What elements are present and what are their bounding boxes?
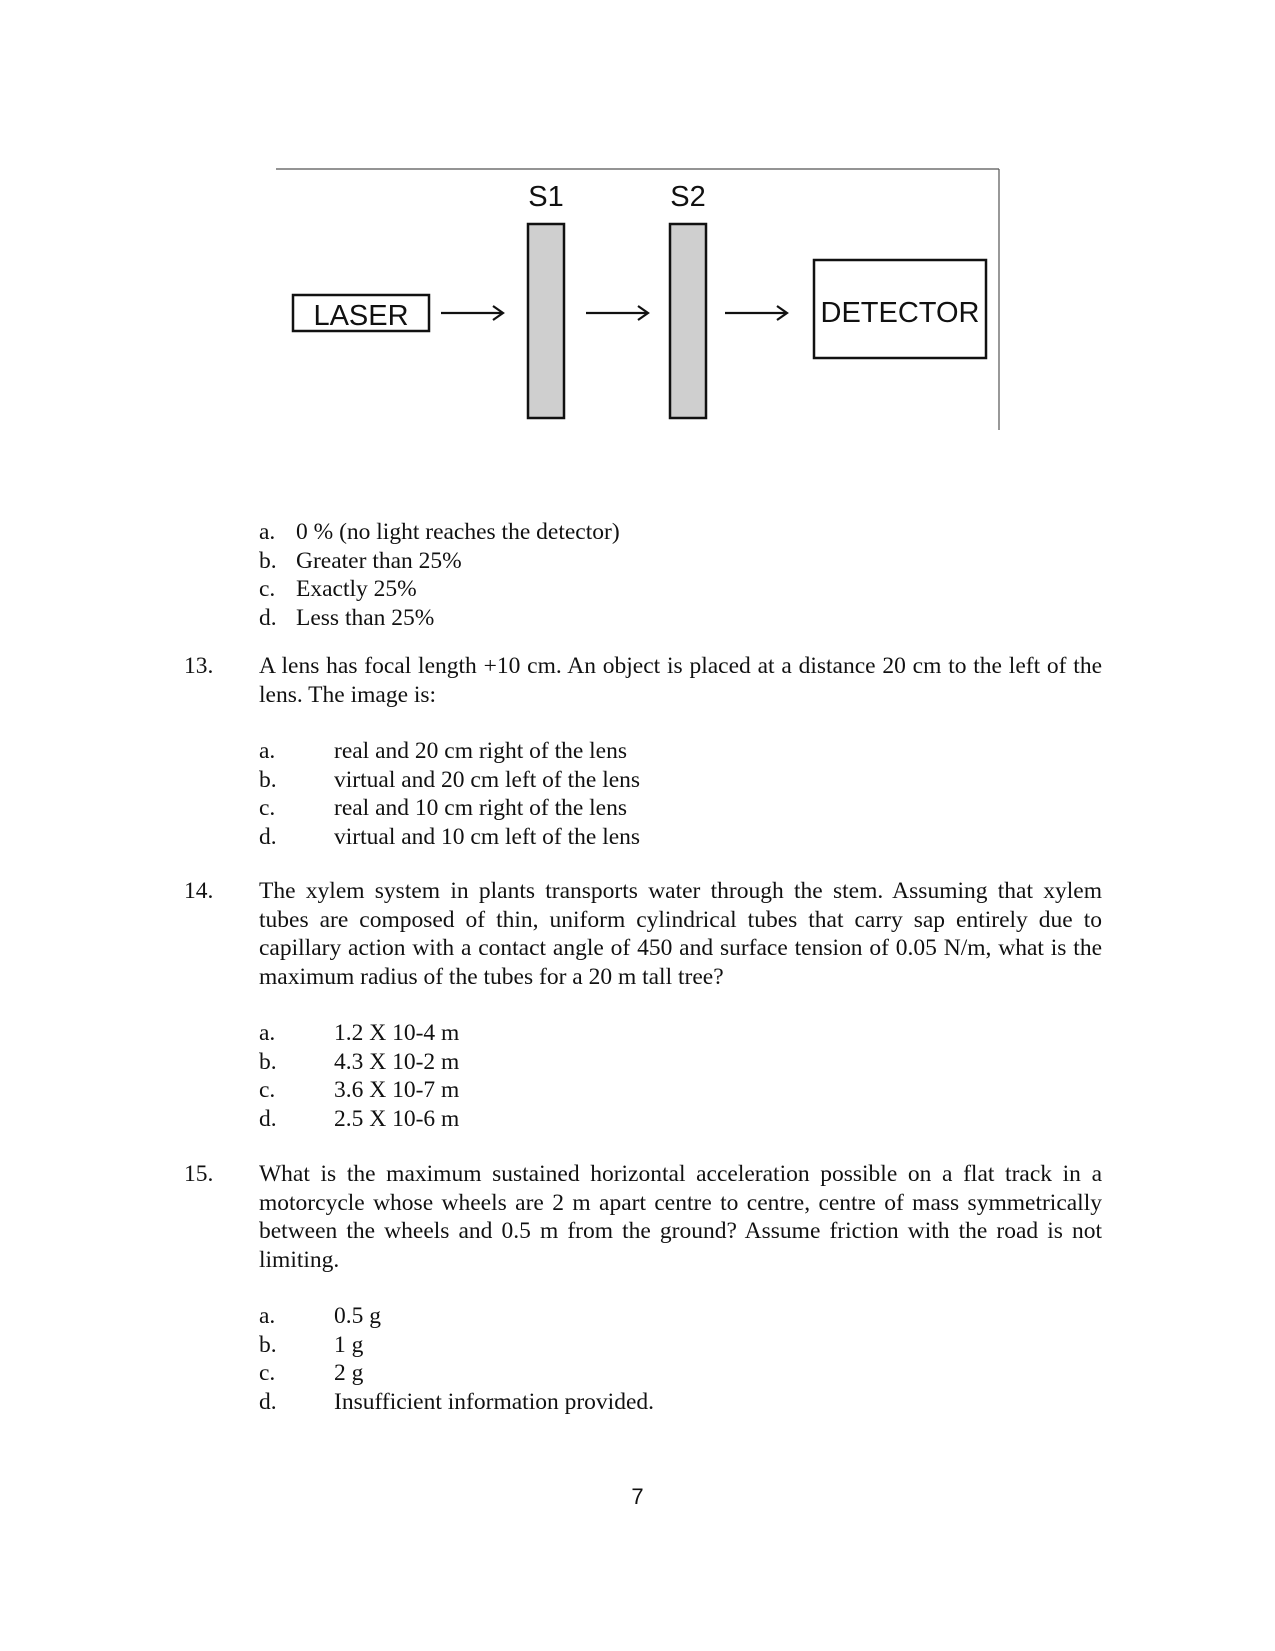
- option-label: a.: [259, 738, 276, 764]
- q12-option-d: [259, 604, 620, 633]
- option-text: 1 g: [334, 1331, 364, 1358]
- option-text: Exactly 25%: [296, 576, 417, 603]
- q12-option-a: [259, 518, 620, 547]
- option-label: c.: [259, 1077, 276, 1103]
- s2-slab: [670, 224, 706, 418]
- q14-option-b: [259, 1048, 459, 1077]
- q13-options: [259, 737, 640, 851]
- q15-options: [259, 1302, 654, 1416]
- q14-option-d: [259, 1105, 459, 1134]
- option-label: c.: [259, 795, 276, 821]
- option-text: real and 10 cm right of the lens: [334, 795, 628, 821]
- option-text: Greater than 25%: [296, 547, 462, 574]
- laser-polarizer-diagram: [276, 168, 1000, 430]
- option-text: 1.2 X 10-4 m: [334, 1020, 460, 1046]
- option-text: virtual and 20 cm left of the lens: [334, 766, 641, 793]
- arrow-s1-to-s2: [586, 306, 648, 320]
- option-label: a.: [259, 519, 276, 545]
- question-number: 14.: [184, 878, 214, 904]
- q15-option-a: [259, 1302, 654, 1331]
- q13-option-b: [259, 766, 640, 795]
- option-label: d.: [259, 823, 277, 850]
- q15-option-b: [259, 1331, 654, 1360]
- question-number: 15.: [184, 1161, 214, 1187]
- option-label: a.: [259, 1303, 276, 1329]
- q15-option-c: [259, 1359, 654, 1388]
- s1-slab: [528, 224, 564, 418]
- arrow-laser-to-s1: [441, 306, 503, 320]
- s1-label: S1: [528, 181, 564, 213]
- q12-option-c: [259, 575, 620, 604]
- option-text: 0.5 g: [334, 1303, 381, 1329]
- question-stem: The xylem system in plants transports water through the stem. Assuming that xylem tubes are composed of thin, uniform cylindrical tubes that carry sap entirely due to capillary action with a contact angle of 450 and surface tension of 0.05 N/m, what is the maximum radius of the tubes for a 20 m tall tree?: [259, 878, 1102, 991]
- option-label: a.: [259, 1020, 276, 1046]
- q14-option-a: [259, 1019, 459, 1048]
- laser-label: LASER: [313, 300, 409, 332]
- option-label: d.: [259, 1105, 277, 1132]
- q15-option-d: [259, 1388, 654, 1417]
- option-text: Insufficient information provided.: [334, 1388, 655, 1415]
- option-label: d.: [259, 1388, 277, 1415]
- page-number: 7: [631, 1484, 644, 1509]
- option-label: d.: [259, 605, 277, 632]
- arrow-s2-to-detector: [725, 306, 787, 320]
- s2-label: S2: [670, 181, 706, 213]
- option-text: virtual and 10 cm left of the lens: [334, 823, 641, 850]
- option-text: 4.3 X 10-2 m: [334, 1048, 460, 1075]
- option-label: c.: [259, 1360, 276, 1386]
- option-label: b.: [259, 1331, 277, 1358]
- option-text: real and 20 cm right of the lens: [334, 738, 628, 764]
- q12-options: [259, 518, 620, 633]
- detector-label: DETECTOR: [820, 297, 980, 329]
- option-text: Less than 25%: [296, 605, 435, 632]
- q13-option-a: [259, 737, 640, 766]
- option-label: b.: [259, 1048, 277, 1075]
- q13-option-d: [259, 823, 640, 852]
- question-stem: A lens has focal length +10 cm. An object is placed at a distance 20 cm to the left of the lens. The image is:: [259, 653, 1102, 708]
- option-label: c.: [259, 576, 276, 603]
- q14-option-c: [259, 1076, 459, 1105]
- option-text: 2 g: [334, 1360, 364, 1386]
- option-text: 2.5 X 10-6 m: [334, 1105, 460, 1132]
- option-text: 3.6 X 10-7 m: [334, 1077, 460, 1103]
- question-number: 13.: [184, 653, 214, 679]
- option-label: b.: [259, 547, 277, 574]
- q12-option-b: [259, 547, 620, 576]
- option-text: 0 % (no light reaches the detector): [296, 519, 620, 545]
- question-stem: What is the maximum sustained horizontal acceleration possible on a flat track in a motorcycle whose wheels are 2 m apart centre to centre, centre of mass symmetrically between the wheels and 0.5 m from the ground? Assume friction with the road is not limiting.: [259, 1161, 1102, 1274]
- q14-options: [259, 1019, 459, 1133]
- q13-option-c: [259, 794, 640, 823]
- option-label: b.: [259, 766, 277, 793]
